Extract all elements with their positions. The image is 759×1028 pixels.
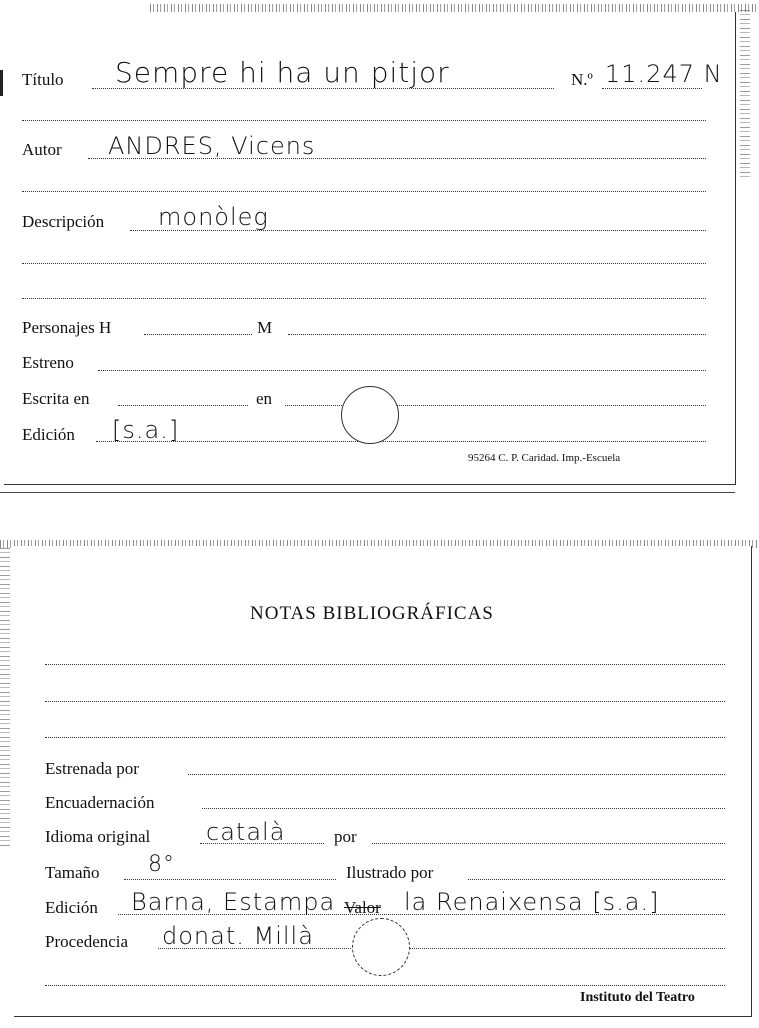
edicion-line	[96, 441, 706, 442]
tamano-line	[124, 879, 336, 880]
tamano-value: 8°	[148, 852, 175, 877]
descripcion-label: Descripción	[22, 212, 105, 231]
estreno-label: Estreno	[22, 353, 74, 372]
edicion-value: [s.a.]	[112, 416, 180, 444]
tamano-label: Tamaño	[45, 863, 100, 882]
scan-edge-right	[740, 10, 750, 180]
idioma-por-label: por	[334, 827, 357, 846]
estrenada-label: Estrenada por	[45, 759, 139, 778]
numero-label: N.º	[571, 70, 593, 89]
idioma-label: Idioma original	[45, 827, 151, 846]
edicion-label: Edición	[22, 425, 75, 444]
titulo-line-2	[22, 120, 706, 121]
titulo-label: Título	[22, 70, 64, 89]
back-edicion-value-1: Barna, Estampa	[131, 888, 336, 916]
personajes-m-line	[288, 334, 706, 335]
numero-value: 11.247 N	[605, 60, 723, 88]
front-bottom-rule	[0, 492, 735, 493]
escrita-en-label: en	[256, 389, 273, 408]
ilustrado-label: Ilustrado por	[346, 863, 434, 882]
institution-name: Instituto del Teatro	[580, 990, 695, 1005]
autor-line-2	[22, 191, 706, 192]
personajes-h-line	[144, 334, 252, 335]
escrita-line	[118, 405, 248, 406]
procedencia-label: Procedencia	[45, 932, 129, 951]
autor-value: ANDRES, Vicens	[108, 132, 316, 160]
titulo-value: Sempre hi ha un pitjor	[115, 56, 450, 89]
front-margin-mark	[0, 70, 3, 96]
notas-line-3	[45, 737, 725, 738]
notas-line-2	[45, 701, 725, 702]
descripcion-line-3	[22, 298, 706, 299]
scan-edge-top	[150, 4, 759, 12]
autor-label: Autor	[22, 140, 62, 159]
personajes-label: Personajes H	[22, 318, 112, 337]
idioma-por-line	[372, 843, 725, 844]
back-edicion-struck: Valor	[344, 898, 381, 917]
back-stamp-circle	[352, 918, 410, 976]
descripcion-value: monòleg	[158, 203, 269, 231]
encuadernacion-label: Encuadernación	[45, 793, 155, 812]
numero-line	[602, 88, 702, 89]
notas-line-1	[45, 664, 725, 665]
scan-edge-left	[0, 548, 10, 848]
ilustrado-line	[468, 879, 725, 880]
back-edicion-label: Edición	[45, 898, 98, 917]
encuadernacion-line	[202, 808, 725, 809]
back-edicion-value-2: la Renaixensa [s.a.]	[404, 888, 660, 916]
estreno-line	[98, 370, 706, 371]
procedencia-value: donat. Millà	[162, 922, 314, 950]
estrenada-line	[188, 774, 725, 775]
idioma-value: català	[206, 818, 286, 846]
back-bottom-line	[45, 985, 725, 986]
back-heading: NOTAS BIBLIOGRÁFICAS	[250, 603, 494, 624]
descripcion-line-2	[22, 263, 706, 264]
escrita-label: Escrita en	[22, 389, 90, 408]
personajes-m-label: M	[257, 318, 273, 337]
printer-mark: 95264 C. P. Caridad. Imp.-Escuela	[468, 452, 621, 464]
front-stamp-circle	[341, 386, 399, 444]
